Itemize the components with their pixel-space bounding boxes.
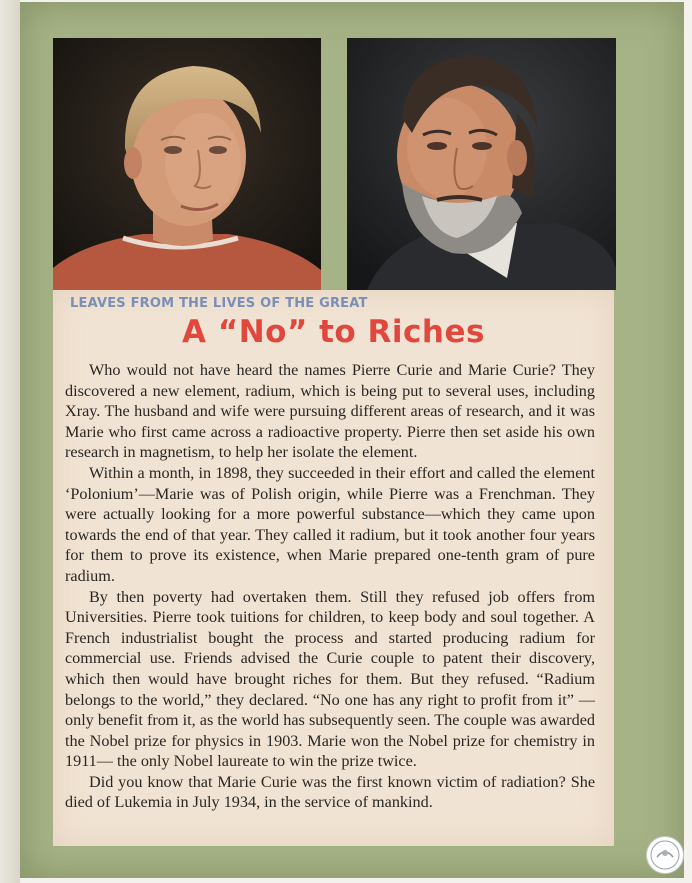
- series-heading: LEAVES FROM THE LIVES OF THE GREAT: [70, 296, 368, 311]
- portrait-marie-curie: [53, 38, 321, 290]
- article-panel: [53, 290, 614, 846]
- article-paragraph: Who would not have heard the names Pierre Curie and Marie Curie? They discovered a new element, radium, which is being put to several uses, including Xray. The husband and wife were pursuing different areas of research, and it was Marie who first came across a radioactive property. Pierre then set aside his own research in magnetism, to help her isolate the element.: [65, 361, 595, 462]
- page-edge: [0, 0, 20, 883]
- article-paragraph: Did you know that Marie Curie was the first known victim of radiation? She died of Lukemia in July 1934, in the service of mankind.: [65, 772, 595, 812]
- portrait-pierre-curie: [347, 38, 616, 290]
- article-paragraph: Within a month, in 1898, they succeeded in their effort and called the element ‘Polonium’—Marie was of Polish origin, while Pierre was a Frenchman. They were actually looking for a more powerful substance—which they came upon towards the end of that year. They called it radium, but it took another four years for them to prove its existence, when Marie prepared one-tenth gram of pure radium.: [65, 463, 595, 585]
- article-body: [65, 360, 595, 813]
- corner-stamp-icon: [646, 836, 684, 874]
- article-paragraph: By then poverty had overtaken them. Still they refused job offers from Universities. Pierre took tuitions for children, to keep body and soul together. A French industrialist bought the process and started producing radium for commercial use. Friends advised the Curie couple to patent their discovery, which then would have brought riches for them. But they refused. “Radium belongs to the world,” they declared. “No one has any right to profit from it” —only benefit from it, as the world has subsequently seen. The couple was awarded the Nobel prize for physics in 1903. Marie won the Nobel prize for chemistry in 1911— the only Nobel laureate to win the prize twice.: [65, 587, 595, 771]
- article-title: A “No” to Riches: [182, 314, 485, 350]
